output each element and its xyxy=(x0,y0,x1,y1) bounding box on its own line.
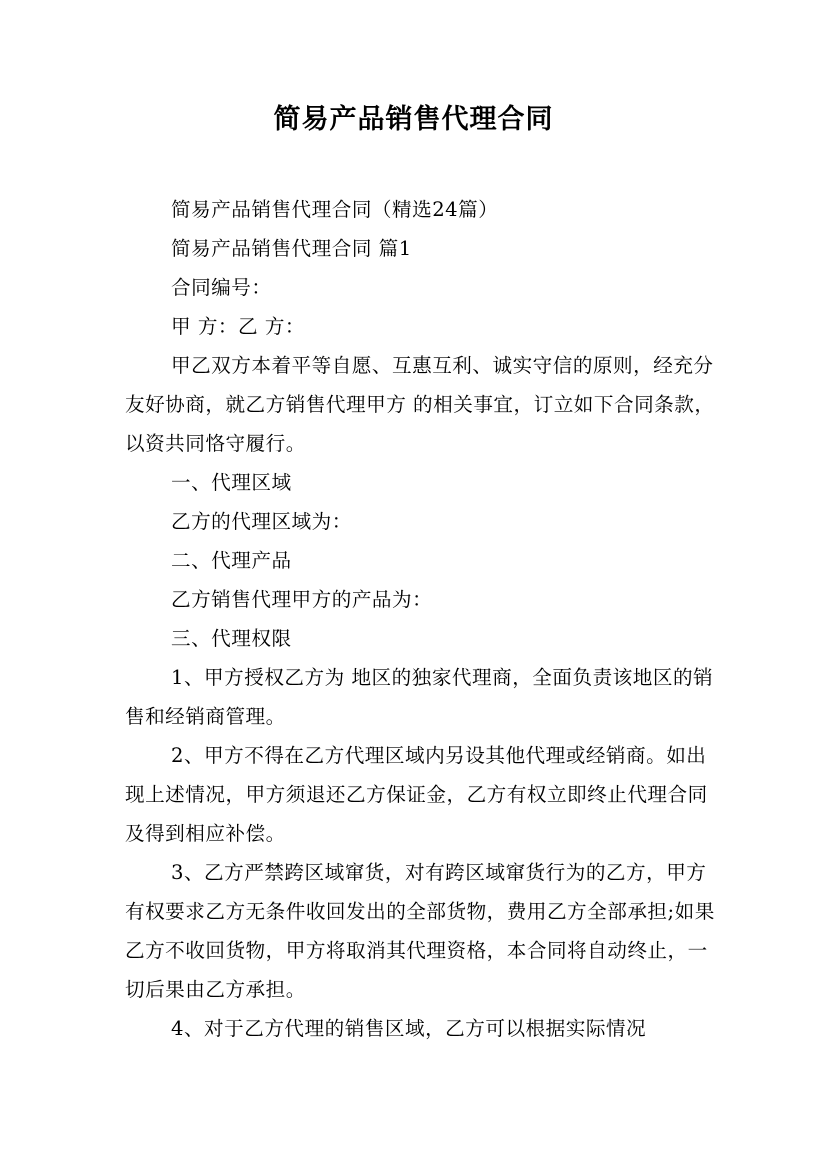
paragraph: 简易产品销售代理合同（精选24篇） xyxy=(171,198,499,221)
paragraph: 3、乙方严禁跨区域窜货，对有跨区域窜货行为的乙方，甲方有权要求乙方无条件收回发出的全部货物，费用乙方全部承担;如果乙方不收回货物，甲方将取消其代理资格，本合同将自动终止，一切后果由乙方承担。 xyxy=(125,861,715,1001)
paragraph: 2、甲方不得在乙方代理区域内另设其他代理或经销商。如出现上述情况，甲方须退还乙方保证金，乙方有权立即终止代理合同及得到相应补偿。 xyxy=(125,744,708,845)
paragraph: 合同编号： xyxy=(171,276,272,299)
paragraph: 4、对于乙方代理的销售区域，乙方可以根据实际情况 xyxy=(171,1017,647,1040)
document-body xyxy=(125,190,721,1048)
paragraph: 简易产品销售代理合同 篇1 xyxy=(171,237,412,260)
section-heading: 二、代理产品 xyxy=(171,549,292,572)
document-title: 简易产品销售代理合同 xyxy=(273,104,554,135)
paragraph: 乙方的代理区域为： xyxy=(171,510,352,533)
section-heading: 三、代理权限 xyxy=(171,627,292,650)
paragraph: 甲乙双方本着平等自愿、互惠互利、诚实守信的原则，经充分友好协商，就乙方销售代理甲方 的相关事宜，订立如下合同条款，以资共同恪守履行。 xyxy=(125,354,715,455)
section-heading: 一、代理区域 xyxy=(171,471,292,494)
paragraph: 甲 方：乙 方： xyxy=(171,315,306,338)
paragraph: 1、甲方授权乙方为 地区的独家代理商，全面负责该地区的销售和经销商管理。 xyxy=(125,666,714,728)
paragraph: 乙方销售代理甲方的产品为： xyxy=(171,588,433,611)
